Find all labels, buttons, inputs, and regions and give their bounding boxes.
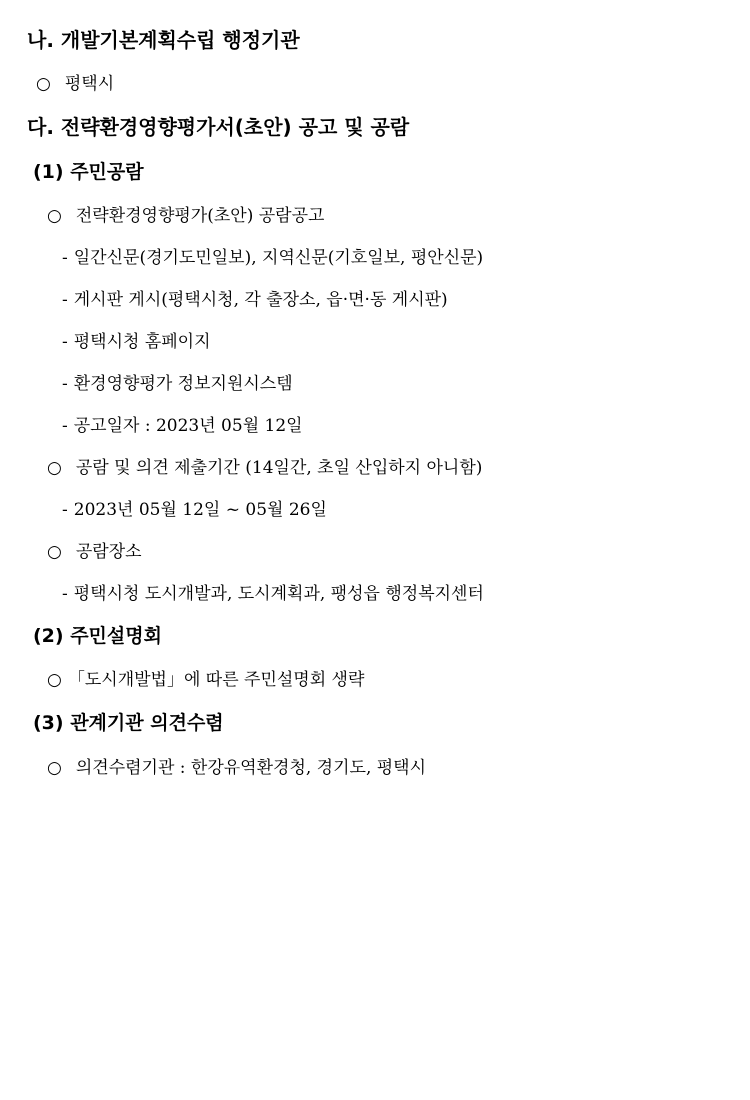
list-item-homepage [62,329,211,355]
list-item-text: 전략환경영향평가(초안) 공람공고 [75,206,325,226]
subsection-heading-briefing: (2) 주민설명회 [33,625,162,647]
list-item-text: 2023년 05월 12일 ~ 05월 26일 [73,500,327,520]
list-item-briefing-omitted [47,667,364,693]
circle-bullet-icon: ○ [36,74,51,94]
list-item-text: 환경영향평가 정보지원시스템 [73,374,293,394]
list-item-notice-date [62,413,303,439]
dash-bullet-icon: - [62,584,68,604]
circle-bullet-icon: ○ [47,206,62,226]
circle-bullet-icon: ○ [47,670,62,690]
list-item-opinion-agencies [47,755,426,781]
list-item-review-place [47,539,142,565]
list-item-eia-system [62,371,293,397]
section-heading-na: 나. 개발기본계획수립 행정기관 [27,28,300,52]
list-item-review-period [47,455,482,481]
dash-bullet-icon: - [62,248,68,268]
list-item-text: 평택시 [64,74,115,94]
subsection-heading-agency-opinion: (3) 관계기관 의견수렴 [33,712,224,734]
subsection-heading-public-review: (1) 주민공람 [33,161,144,183]
dash-bullet-icon: - [62,332,68,352]
dash-bullet-icon: - [62,290,68,310]
list-item-text: 공고일자 : 2023년 05월 12일 [73,416,303,436]
circle-bullet-icon: ○ [47,458,62,478]
list-item-text: 공람 및 의견 제출기간 (14일간, 초일 산입하지 아니함) [75,458,483,478]
list-item-bulletin-boards [62,287,448,313]
list-item-text: 게시판 게시(평택시청, 각 출장소, 읍·면·동 게시판) [73,290,448,310]
section-heading-da: 다. 전략환경영향평가서(초안) 공고 및 공람 [27,115,410,139]
list-item-period-dates [62,497,327,523]
list-item-text: 공람장소 [75,542,142,562]
list-item-notice-title [47,203,324,229]
list-item-newspapers [62,245,483,271]
list-item-admin-agency [36,71,114,97]
circle-bullet-icon: ○ [47,758,62,778]
list-item-text: 평택시청 도시개발과, 도시계획과, 팽성읍 행정복지센터 [73,584,484,604]
circle-bullet-icon: ○ [47,542,62,562]
dash-bullet-icon: - [62,416,68,436]
list-item-place-value [62,581,484,607]
dash-bullet-icon: - [62,500,68,520]
list-item-text: 평택시청 홈페이지 [73,332,211,352]
list-item-text: 「도시개발법」에 따른 주민설명회 생략 [67,670,365,690]
dash-bullet-icon: - [62,374,68,394]
list-item-text: 의견수렴기관 : 한강유역환경청, 경기도, 평택시 [75,758,427,778]
list-item-text: 일간신문(경기도민일보), 지역신문(기호일보, 평안신문) [73,248,484,268]
